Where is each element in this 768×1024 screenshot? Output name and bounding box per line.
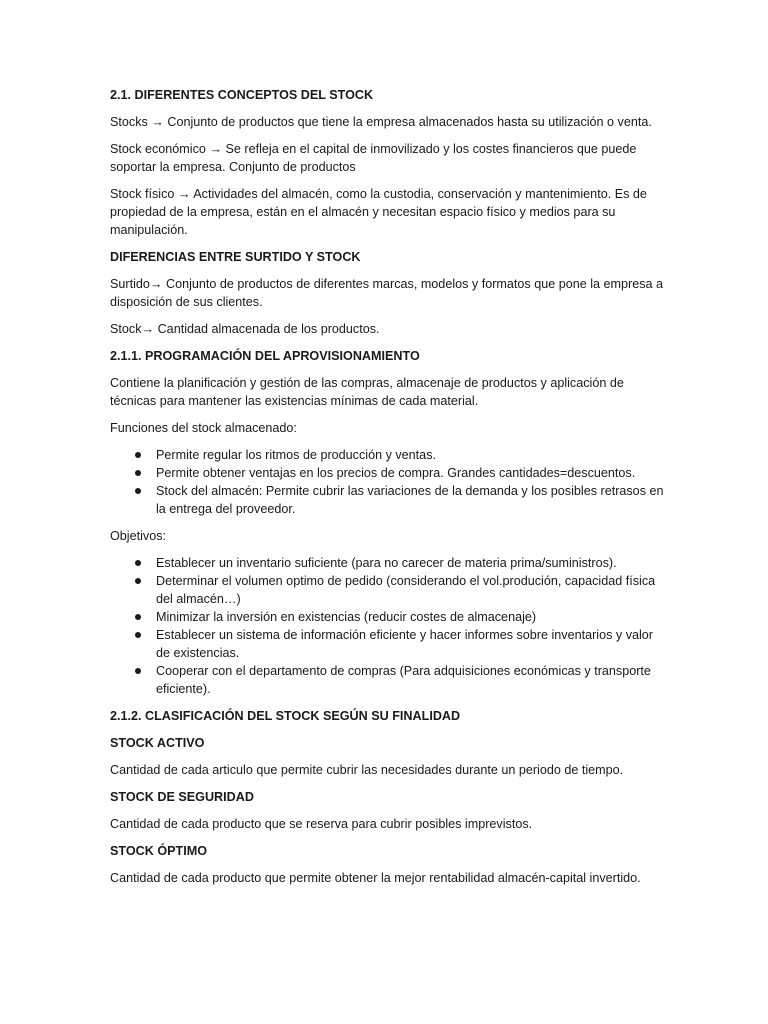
list-item: Establecer un sistema de información eficiente y hacer informes sobre inventarios y valor de existencias.	[156, 626, 668, 662]
list-item: Permite obtener ventajas en los precios de compra. Grandes cantidades=descuentos.	[156, 464, 668, 482]
heading-stock-activo: STOCK ACTIVO	[110, 736, 205, 750]
list-item: Minimizar la inversión en existencias (reducir costes de almacenaje)	[156, 608, 668, 626]
list-item: Stock del almacén: Permite cubrir las variaciones de la demanda y los posibles retrasos en la entrega del proveedor.	[156, 482, 668, 518]
paragraph-surtido: Surtido→ Conjunto de productos de diferentes marcas, modelos y formatos que pone la empresa a disposición de sus clientes.	[110, 277, 664, 309]
paragraph-stock-economico: Stock económico → Se refleja en el capital de inmovilizado y los costes financieros que puede soportar la empresa. Conjunto de productos	[110, 142, 637, 174]
list-item: Determinar el volumen optimo de pedido (considerando el vol.produción, capacidad física del almacén…)	[156, 572, 668, 608]
section-heading-conceptos: 2.1. DIFERENTES CONCEPTOS DEL STOCK	[110, 88, 374, 102]
list-item: Establecer un inventario suficiente (para no carecer de materia prima/suministros).	[156, 554, 668, 572]
funciones-list	[110, 446, 668, 518]
paragraph-contiene: Contiene la planificación y gestión de las compras, almacenaje de productos y aplicación de técnicas para mantener las existencias mínimas de cada material.	[110, 376, 624, 408]
paragraph-stock-fisico: Stock físico → Actividades del almacén, como la custodia, conservación y mantenimiento. Es de propiedad de la empresa, están en el almacén y necesitan espacio físico y medios para su manipulación.	[110, 187, 647, 237]
paragraph-stock: Stock→ Cantidad almacenada de los productos.	[110, 322, 380, 336]
paragraph-stock-optimo: Cantidad de cada producto que permite obtener la mejor rentabilidad almacén-capital invertido.	[110, 871, 641, 885]
section-heading-clasificacion: 2.1.2. CLASIFICACIÓN DEL STOCK SEGÚN SU FINALIDAD	[110, 709, 461, 723]
heading-diferencias: DIFERENCIAS ENTRE SURTIDO Y STOCK	[110, 250, 361, 264]
paragraph-stock-activo: Cantidad de cada articulo que permite cubrir las necesidades durante un periodo de tiempo.	[110, 763, 624, 777]
paragraph-stocks: Stocks → Conjunto de productos que tiene la empresa almacenados hasta su utilización o venta.	[110, 115, 652, 129]
list-item: Permite regular los ritmos de producción y ventas.	[156, 446, 668, 464]
paragraph-objetivos-intro: Objetivos:	[110, 529, 166, 543]
objetivos-list	[110, 554, 668, 698]
paragraph-funciones-intro: Funciones del stock almacenado:	[110, 421, 297, 435]
heading-stock-optimo: STOCK ÓPTIMO	[110, 844, 208, 858]
section-heading-programacion: 2.1.1. PROGRAMACIÓN DEL APROVISIONAMIENTO	[110, 349, 420, 363]
heading-stock-seguridad: STOCK DE SEGURIDAD	[110, 790, 254, 804]
paragraph-stock-seguridad: Cantidad de cada producto que se reserva para cubrir posibles imprevistos.	[110, 817, 533, 831]
list-item: Cooperar con el departamento de compras (Para adquisiciones económicas y transporte eficiente).	[156, 662, 668, 698]
